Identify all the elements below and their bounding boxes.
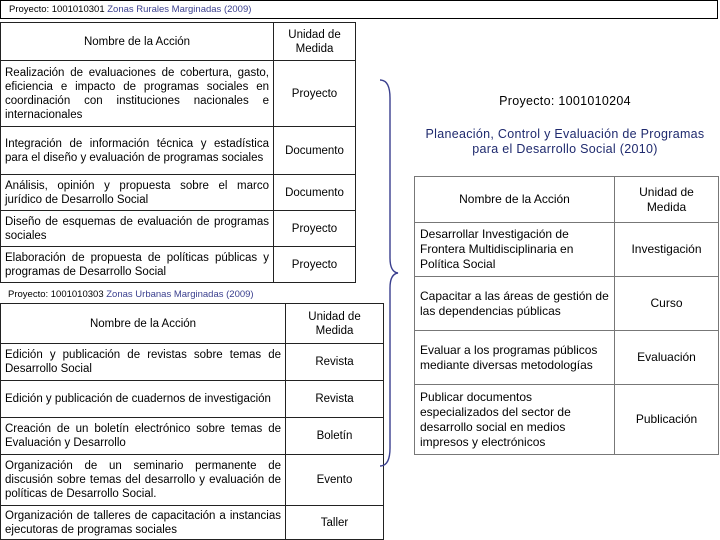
table-row bbox=[1, 127, 356, 175]
table-header-row bbox=[415, 177, 719, 223]
table-row bbox=[1, 418, 384, 455]
action-cell: Análisis, opinión y propuesta sobre el marco jurídico de Desarrollo Social bbox=[1, 175, 274, 211]
table-header-row bbox=[1, 23, 356, 61]
unit-cell: Boletín bbox=[286, 418, 384, 455]
actions-table-2010 bbox=[414, 176, 719, 455]
unit-cell: Revista bbox=[286, 344, 384, 381]
subproject-code: Proyecto: 1001010303 bbox=[8, 289, 104, 300]
project-header bbox=[0, 0, 718, 19]
target-project-code: Proyecto: 1001010204 bbox=[499, 94, 631, 108]
unit-cell: Evento bbox=[286, 455, 384, 506]
action-cell: Organización de talleres de capacitación a instancias ejecutoras de programas sociales bbox=[1, 506, 286, 540]
project-name: Zonas Rurales Marginadas (2009) bbox=[107, 4, 252, 15]
action-cell: Organización de un seminario permanente de discusión sobre temas del desarrollo y evaluación de políticas de Desarrollo Social. bbox=[1, 455, 286, 506]
unit-cell: Proyecto bbox=[274, 211, 356, 247]
action-cell: Desarrollar Investigación de Frontera Multidisciplinaria en Política Social bbox=[415, 223, 615, 277]
actions-table-urban bbox=[0, 303, 384, 540]
action-cell: Elaboración de propuesta de políticas públicas y programas de Desarrollo Social bbox=[1, 247, 274, 283]
unit-cell: Publicación bbox=[615, 385, 719, 455]
table-row bbox=[415, 223, 719, 277]
table-row bbox=[1, 381, 384, 418]
table-header-row bbox=[1, 304, 384, 344]
unit-cell: Taller bbox=[286, 506, 384, 540]
action-cell: Evaluar a los programas públicos mediante diversas metodologías bbox=[415, 331, 615, 385]
project-code: Proyecto: 1001010301 bbox=[9, 4, 105, 15]
table-row bbox=[1, 175, 356, 211]
actions-table-rural bbox=[0, 22, 356, 283]
action-cell: Integración de información técnica y estadística para el diseño y evaluación de programas sociales bbox=[1, 127, 274, 175]
unit-cell: Proyecto bbox=[274, 247, 356, 283]
target-program-name: Planeación, Control y Evaluación de Programas para el Desarrollo Social (2010) bbox=[425, 127, 705, 156]
unit-cell: Documento bbox=[274, 127, 356, 175]
column-header-action: Nombre de la Acción bbox=[415, 177, 615, 223]
unit-cell: Evaluación bbox=[615, 331, 719, 385]
action-cell: Edición y publicación de revistas sobre temas de Desarrollo Social bbox=[1, 344, 286, 381]
action-cell: Publicar documentos especializados del sector de desarrollo social en medios impresos y electrónicos bbox=[415, 385, 615, 455]
column-header-action: Nombre de la Acción bbox=[1, 304, 286, 344]
column-header-action: Nombre de la Acción bbox=[1, 23, 274, 61]
unit-cell: Curso bbox=[615, 277, 719, 331]
subproject-header bbox=[8, 289, 254, 300]
table-row bbox=[1, 506, 384, 540]
action-cell: Capacitar a las áreas de gestión de las dependencias públicas bbox=[415, 277, 615, 331]
column-header-unit: Unidad de Medida bbox=[286, 304, 384, 344]
table-row bbox=[1, 211, 356, 247]
column-header-unit: Unidad de Medida bbox=[615, 177, 719, 223]
table-row bbox=[1, 344, 384, 381]
table-row bbox=[415, 385, 719, 455]
unit-cell: Documento bbox=[274, 175, 356, 211]
subproject-name: Zonas Urbanas Marginadas (2009) bbox=[106, 289, 254, 300]
brace-connector bbox=[378, 78, 400, 468]
table-row bbox=[415, 277, 719, 331]
action-cell: Edición y publicación de cuadernos de investigación bbox=[1, 381, 286, 418]
action-cell: Creación de un boletín electrónico sobre temas de Evaluación y Desarrollo bbox=[1, 418, 286, 455]
table-row bbox=[1, 455, 384, 506]
unit-cell: Revista bbox=[286, 381, 384, 418]
action-cell: Realización de evaluaciones de cobertura, gasto, eficiencia e impacto de programas sociales en coordinación con instituciones nacionales e internacionales bbox=[1, 61, 274, 127]
unit-cell: Proyecto bbox=[274, 61, 356, 127]
action-cell: Diseño de esquemas de evaluación de programas sociales bbox=[1, 211, 274, 247]
table-row bbox=[415, 331, 719, 385]
unit-cell: Investigación bbox=[615, 223, 719, 277]
column-header-unit: Unidad de Medida bbox=[274, 23, 356, 61]
table-row bbox=[1, 61, 356, 127]
table-row bbox=[1, 247, 356, 283]
